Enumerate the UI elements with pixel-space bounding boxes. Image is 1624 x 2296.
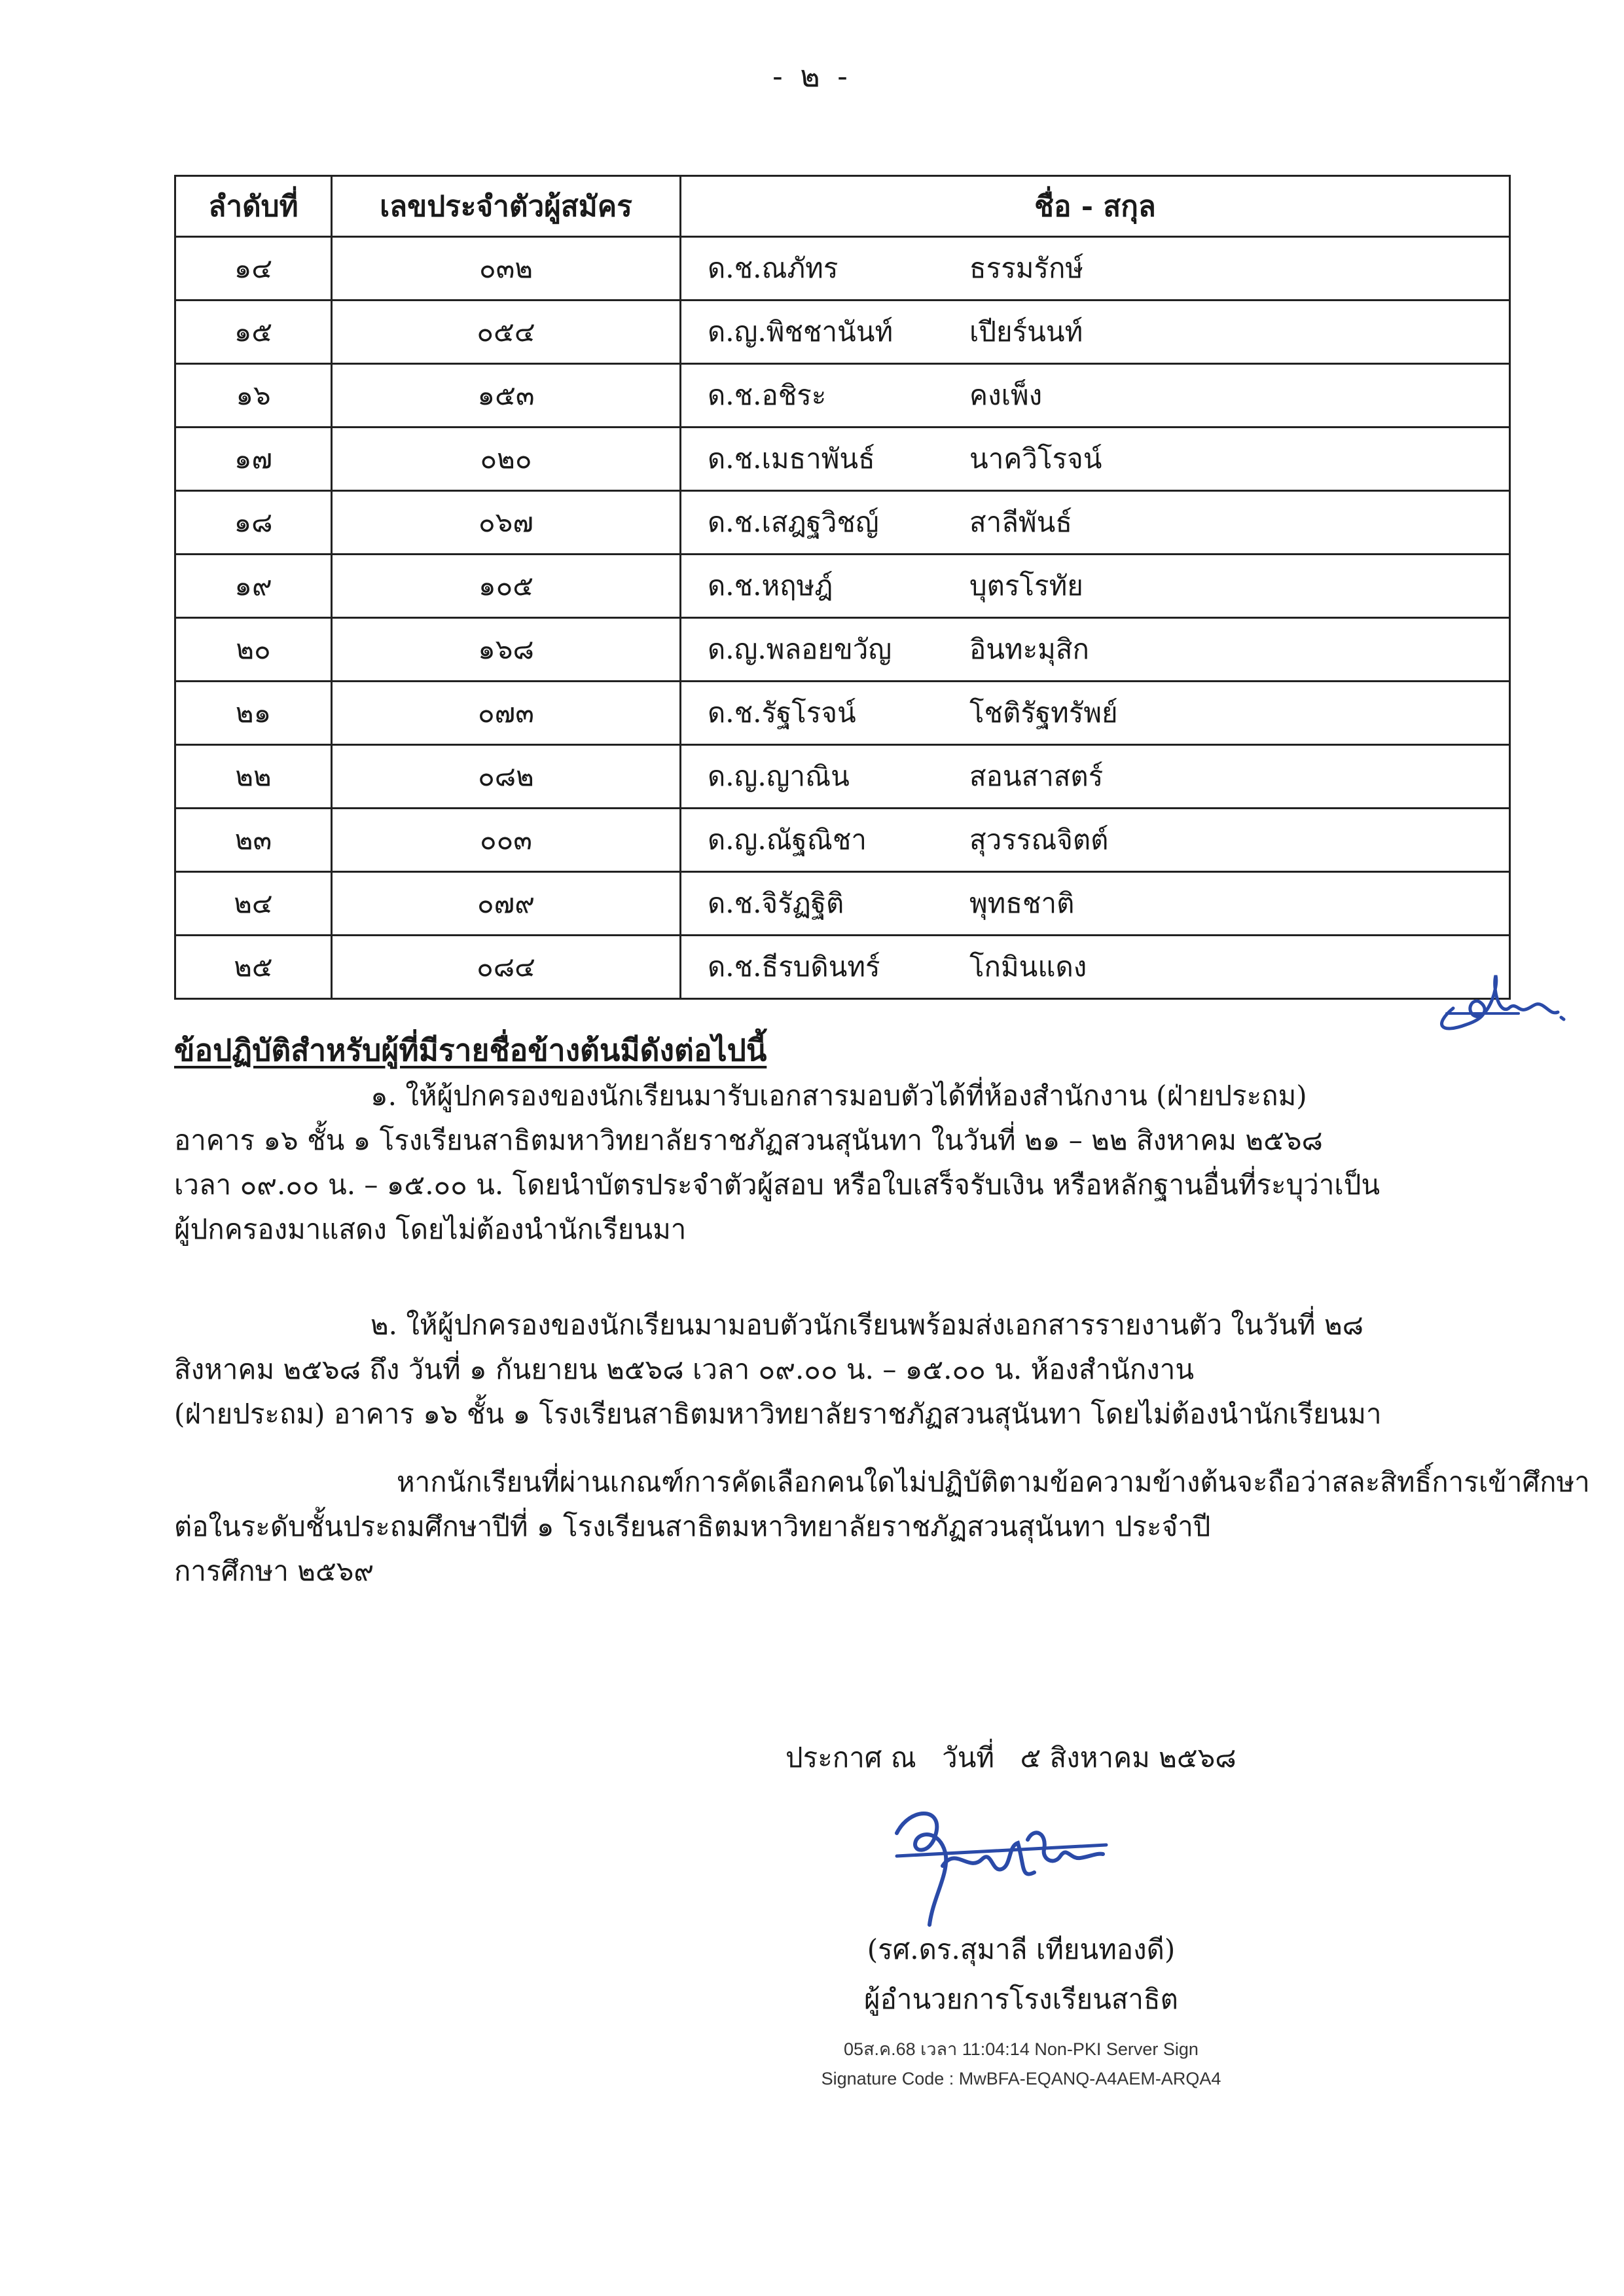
cell-seq: ๑๙ bbox=[175, 555, 332, 618]
last-name: สุวรรณจิตต์ bbox=[969, 824, 1109, 856]
table-row bbox=[175, 745, 1510, 809]
last-name: นาควิโรจน์ bbox=[969, 443, 1102, 475]
announce-date: ๕ สิงหาคม ๒๕๖๘ bbox=[1020, 1741, 1236, 1774]
cell-name bbox=[681, 872, 1510, 936]
last-name: โชติรัฐทรัพย์ bbox=[969, 697, 1118, 729]
item2-line: สิงหาคม ๒๕๖๘ ถึง วันที่ ๑ กันยายน ๒๕๖๘ เวลา ๐๙.๐๐ น. – ๑๕.๐๐ น. ห้องสำนักงาน bbox=[174, 1353, 1195, 1385]
table-row bbox=[175, 618, 1510, 682]
cell-applicant-id: ๐๘๒ bbox=[332, 745, 681, 809]
instruction-item-1 bbox=[174, 1074, 1523, 1252]
first-name: ด.ญ.ญาณิน bbox=[708, 760, 850, 792]
table-row bbox=[175, 682, 1510, 745]
last-name: โกมินแดง bbox=[969, 951, 1087, 983]
cell-applicant-id: ๑๕๓ bbox=[332, 364, 681, 428]
cell-seq: ๑๘ bbox=[175, 491, 332, 555]
item2-line: (ฝ่ายประถม) อาคาร ๑๖ ชั้น ๑ โรงเรียนสาธิตมหาวิทยาลัยราชภัฏสวนสุนันทา โดยไม่ต้องนำนักเรียนมา bbox=[174, 1398, 1382, 1430]
director-signature bbox=[871, 1794, 1119, 1938]
esign-timestamp: 05ส.ค.68 เวลา 11:04:14 Non-PKI Server Sign bbox=[844, 2039, 1199, 2059]
signatory-block bbox=[825, 1925, 1218, 2024]
first-name: ด.ญ.พิชชานันท์ bbox=[708, 316, 893, 348]
cell-seq: ๑๗ bbox=[175, 428, 332, 491]
first-name: ด.ช.เมธาพันธ์ bbox=[708, 443, 875, 475]
cell-name bbox=[681, 555, 1510, 618]
last-name: สอนสาสตร์ bbox=[969, 760, 1104, 792]
cell-name bbox=[681, 237, 1510, 301]
table-row bbox=[175, 491, 1510, 555]
header-name: ชื่อ - สกุล bbox=[681, 176, 1510, 237]
esign-code: Signature Code : MwBFA-EQANQ-A4AEM-ARQA4 bbox=[821, 2069, 1221, 2088]
last-name: สาลีพันธ์ bbox=[969, 506, 1072, 538]
closing-line: ต่อในระดับชั้นประถมศึกษาปีที่ ๑ โรงเรียนสาธิตมหาวิทยาลัยราชภัฏสวนสุนันทา ประจำปี bbox=[174, 1510, 1211, 1542]
cell-seq: ๒๐ bbox=[175, 618, 332, 682]
cell-seq: ๑๔ bbox=[175, 237, 332, 301]
cell-seq: ๑๖ bbox=[175, 364, 332, 428]
cell-name bbox=[681, 364, 1510, 428]
last-name: เปียร์นนท์ bbox=[969, 316, 1083, 348]
first-name: ด.ช.รัฐโรจน์ bbox=[708, 697, 856, 729]
first-name: ด.ญ.ณัฐณิชา bbox=[708, 824, 867, 856]
first-name: ด.ช.หฤษฎ์ bbox=[708, 570, 833, 602]
instructions-heading: ข้อปฏิบัติสำหรับผู้ที่มีรายชื่อข้างต้นมีดังต่อไปนี้ bbox=[174, 1032, 767, 1068]
last-name: บุตรโรทัย bbox=[969, 570, 1083, 602]
table-row bbox=[175, 301, 1510, 364]
applicant-table bbox=[174, 175, 1511, 1000]
item1-line: ผู้ปกครองมาแสดง โดยไม่ต้องนำนักเรียนมา bbox=[174, 1213, 687, 1245]
signatory-name: (รศ.ดร.สุมาลี เทียนทองดี) bbox=[867, 1933, 1176, 1965]
first-name: ด.ช.อชิระ bbox=[708, 379, 827, 411]
cell-name bbox=[681, 936, 1510, 999]
page-number: - ๒ - bbox=[772, 58, 852, 94]
cell-name bbox=[681, 809, 1510, 872]
header-seq: ลำดับที่ bbox=[175, 176, 332, 237]
cell-applicant-id: ๐๐๓ bbox=[332, 809, 681, 872]
cell-name bbox=[681, 491, 1510, 555]
last-name: ธรรมรักษ์ bbox=[969, 252, 1084, 284]
cell-name bbox=[681, 301, 1510, 364]
item2-line: ๒. ให้ผู้ปกครองของนักเรียนมามอบตัวนักเรียนพร้อมส่งเอกสารรายงานตัว ในวันที่ ๒๘ bbox=[370, 1309, 1364, 1341]
announce-prefix: ประกาศ ณ bbox=[785, 1741, 916, 1774]
first-name: ด.ญ.พลอยขวัญ bbox=[708, 633, 892, 665]
table-row bbox=[175, 809, 1510, 872]
item1-line: อาคาร ๑๖ ชั้น ๑ โรงเรียนสาธิตมหาวิทยาลัยราชภัฏสวนสุนันทา ในวันที่ ๒๑ – ๒๒ สิงหาคม ๒๕๖๘ bbox=[174, 1124, 1323, 1156]
initials-signature bbox=[1427, 962, 1584, 1034]
table-header-row bbox=[175, 176, 1510, 237]
announce-day-label: วันที่ bbox=[942, 1741, 995, 1774]
cell-seq: ๒๓ bbox=[175, 809, 332, 872]
table-row bbox=[175, 872, 1510, 936]
cell-seq: ๒๔ bbox=[175, 872, 332, 936]
table-row bbox=[175, 364, 1510, 428]
cell-name bbox=[681, 745, 1510, 809]
cell-applicant-id: ๐๕๔ bbox=[332, 301, 681, 364]
closing-line: หากนักเรียนที่ผ่านเกณฑ์การคัดเลือกคนใดไม่ปฏิบัติตามข้อความข้างต้นจะถือว่าสละสิทธิ์การเข้าศึกษา bbox=[397, 1466, 1590, 1498]
first-name: ด.ช.ณภัทร bbox=[708, 252, 839, 284]
cell-applicant-id: ๑๖๘ bbox=[332, 618, 681, 682]
table-row bbox=[175, 237, 1510, 301]
item1-line: ๑. ให้ผู้ปกครองของนักเรียนมารับเอกสารมอบตัวได้ที่ห้องสำนักงาน (ฝ่ายประถม) bbox=[370, 1080, 1307, 1112]
cell-seq: ๒๒ bbox=[175, 745, 332, 809]
cell-applicant-id: ๐๒๐ bbox=[332, 428, 681, 491]
first-name: ด.ช.ธีรบดินทร์ bbox=[708, 951, 880, 983]
cell-applicant-id: ๐๓๒ bbox=[332, 237, 681, 301]
cell-seq: ๒๕ bbox=[175, 936, 332, 999]
last-name: อินทะมุสิก bbox=[969, 633, 1089, 665]
cell-applicant-id: ๐๖๗ bbox=[332, 491, 681, 555]
instruction-item-2 bbox=[174, 1303, 1523, 1436]
item1-line: เวลา ๐๙.๐๐ น. – ๑๕.๐๐ น. โดยนำบัตรประจำตัวผู้สอบ หรือใบเสร็จรับเงิน หรือหลักฐานอื่นที่ระบุว่าเป็น bbox=[174, 1169, 1380, 1201]
first-name: ด.ช.เสฎฐวิชญ์ bbox=[708, 506, 879, 538]
last-name: พุทธชาติ bbox=[969, 887, 1075, 919]
table-row bbox=[175, 936, 1510, 999]
last-name: คงเพ็ง bbox=[969, 379, 1043, 411]
cell-seq: ๒๑ bbox=[175, 682, 332, 745]
cell-applicant-id: ๐๗๓ bbox=[332, 682, 681, 745]
table-body bbox=[175, 237, 1510, 999]
cell-applicant-id: ๑๐๕ bbox=[332, 555, 681, 618]
cell-name bbox=[681, 428, 1510, 491]
cell-applicant-id: ๐๘๔ bbox=[332, 936, 681, 999]
table-row bbox=[175, 555, 1510, 618]
table-row bbox=[175, 428, 1510, 491]
closing-paragraph bbox=[174, 1460, 1590, 1594]
cell-name bbox=[681, 618, 1510, 682]
closing-line: การศึกษา ๒๕๖๙ bbox=[174, 1555, 374, 1587]
header-applicant-id: เลขประจำตัวผู้สมัคร bbox=[332, 176, 681, 237]
first-name: ด.ช.จิรัฏฐิติ bbox=[708, 887, 844, 919]
announcement-date bbox=[785, 1736, 1236, 1779]
cell-name bbox=[681, 682, 1510, 745]
signatory-position: ผู้อำนวยการโรงเรียนสาธิต bbox=[864, 1983, 1178, 2015]
cell-applicant-id: ๐๗๙ bbox=[332, 872, 681, 936]
cell-seq: ๑๕ bbox=[175, 301, 332, 364]
